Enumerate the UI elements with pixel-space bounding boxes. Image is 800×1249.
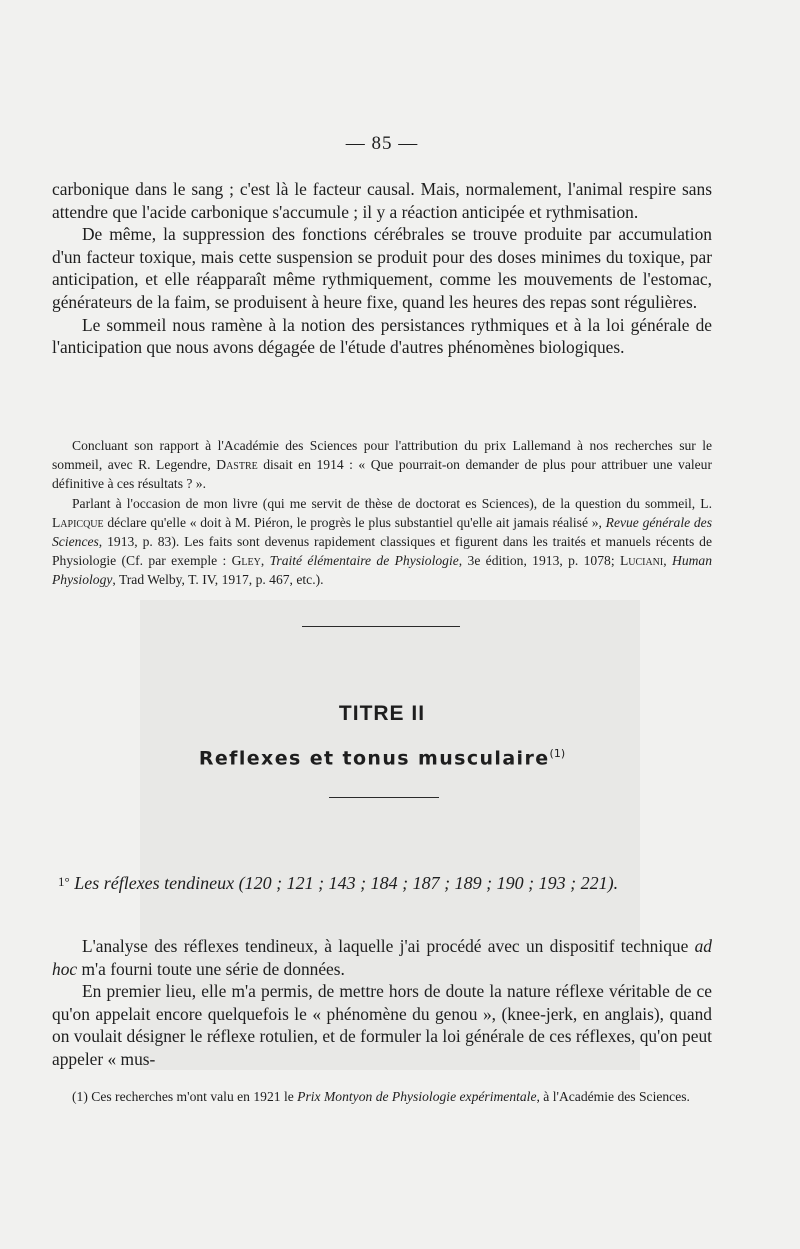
paragraph-analysis: L'analyse des réflexes tendineux, à laquelle j'ai procédé avec un dispositif technique ad hoc m'a fourni toute une série de données. (52, 936, 712, 979)
paragraph-cerebral: De même, la suppression des fonctions cérébrales se trouve produite par accumulation d'un facteur toxique, mais cette suspension se produit pour des doses minimes du toxique, par anticipation, et elle réapparaît même rythmiquement, comme les mouvements de l'estomac, générateurs de la faim, se produisent à heure fixe, quand les heures des repas sont régulières. (52, 224, 712, 312)
subsection-number: 1° (58, 874, 70, 889)
body-text-bottom (52, 935, 712, 1071)
paragraph-reflex: En premier lieu, elle m'a permis, de mettre hors de doute la nature réflexe véritable de ce qu'on appelait encore quelquefois le « phénomène du genou », (knee-jerk, en anglais), quand on voulait désigner le réflexe rotulien, et de formuler la loi générale de ces réflexes, qu'on peut appeler « mus- (52, 981, 712, 1069)
latin-ad-hoc: ad hoc (52, 936, 712, 979)
footnote: (1) Ces recherches m'ont valu en 1921 le Prix Montyon de Physiologie expérimentale, à l'Académie des Sciences. (72, 1089, 690, 1104)
author-gley: Gley (231, 553, 261, 569)
divider-rule-short (329, 797, 439, 798)
book-title-gley: Traité élémentaire de Physiologie (269, 553, 459, 569)
paragraph-sleep: Le sommeil nous ramène à la notion des persistances rythmiques et à la loi générale de l'anticipation que nous avons dégagée de l'étude d'autres phénomènes biologiques. (52, 314, 712, 358)
section-subtitle: Reflexes et tonus musculaire$^{(1)}$ (198, 747, 566, 770)
paragraph-continuation: carbonique dans le sang ; c'est là le facteur causal. Mais, normalement, l'animal respire sans attendre que l'acide carbonique s'accumule ; il y a réaction anticipée et rythmisation. (52, 179, 712, 222)
subsection-heading: 1° Les réflexes tendineux (120 ; 121 ; 143 ; 184 ; 187 ; 189 ; 190 ; 193 ; 221). (58, 873, 619, 893)
author-lapicque: Lapicque (52, 514, 104, 530)
page-number: — 85 — (345, 133, 419, 154)
footnote-ref: (1) (549, 747, 566, 760)
author-dastre: Dastre (216, 457, 258, 473)
note-dastre: Concluant son rapport à l'Académie des Sciences pour l'attribution du prix Lallemand à nos recherches sur le sommeil, avec R. Legendre, Dastre disait en 1914 : « Que pourrait-on demander de plus pour attribuer une valeur définitive à ces résultats ? ». (52, 438, 712, 492)
prize-name: Prix Montyon de Physiologie expérimentale (297, 1089, 537, 1104)
section-title: TITRE II (338, 702, 426, 725)
book-title-luciani: Human Physiology (52, 553, 713, 588)
body-text-top (52, 178, 712, 359)
notes-block (52, 436, 712, 590)
note-lapicque: Parlant à l'occasion de mon livre (qui me servit de thèse de doctorat es Sciences), de la question du sommeil, L. Lapicque déclare qu'elle « doit à M. Piéron, le progrès le plus substantiel qu'elle ait jamais réalisé », Revue générale des Sciences, 1913, p. 83). Les faits sont devenus rapidement classiques et figurent dans les traités et manuels récents de Physiologie (Cf. par exemple : Gley, Traité élémentaire de Physiologie, 3e édition, 1913, p. 1078; Luciani, Human Physiology, Trad Welby, T. IV, 1917, p. 467, etc.). (52, 495, 713, 588)
journal-title: Revue générale des Sciences (52, 514, 712, 550)
divider-rule (302, 626, 460, 627)
author-luciani: Luciani (619, 553, 664, 569)
